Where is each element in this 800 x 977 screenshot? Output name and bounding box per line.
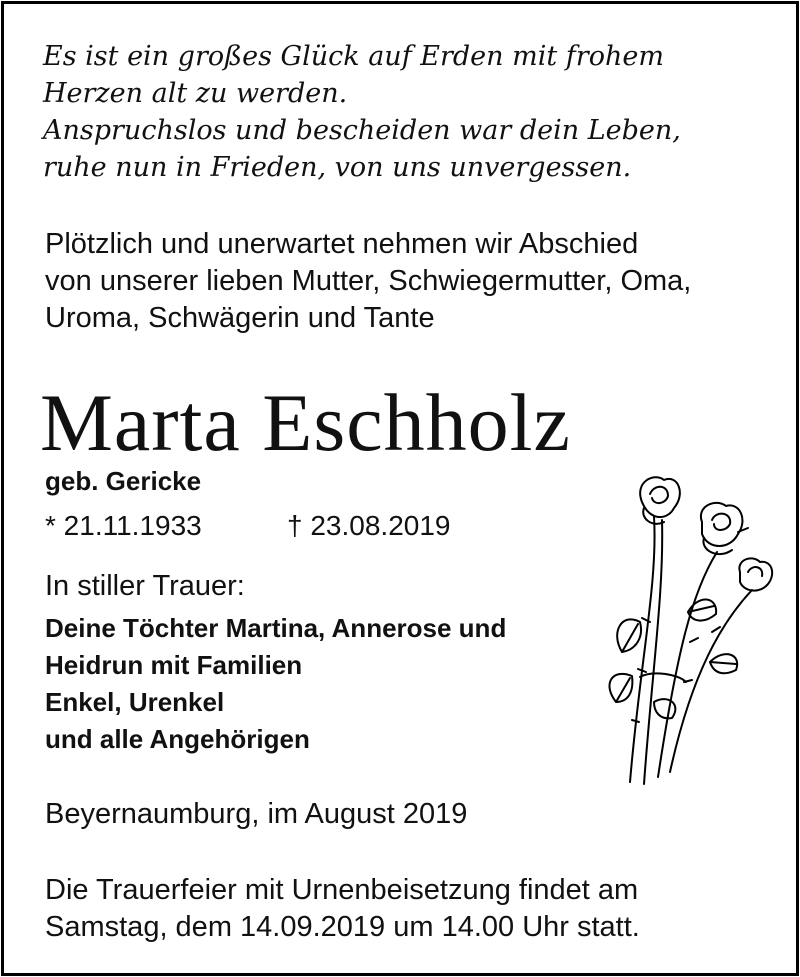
mourners-heading: In stiller Trauer: bbox=[45, 570, 245, 602]
death-date: † 23.08.2019 bbox=[287, 510, 451, 541]
poem-line: Es ist ein großes Glück auf Erden mit frohem bbox=[43, 41, 664, 72]
mourner-line: Heidrun mit Familien bbox=[45, 650, 303, 680]
intro-line: Plötzlich und unerwartet nehmen wir Abschied bbox=[45, 228, 639, 260]
poem-line: Anspruchslos und bescheiden war dein Leben, bbox=[43, 115, 681, 146]
place-date: Beyernaumburg, im August 2019 bbox=[45, 798, 468, 830]
mourner-line: Enkel, Urenkel bbox=[45, 687, 225, 717]
funeral-line: Samstag, dem 14.09.2019 um 14.00 Uhr statt. bbox=[45, 911, 640, 943]
poem-line: Herzen alt zu werden. bbox=[43, 78, 348, 109]
intro-line: von unserer lieben Mutter, Schwiegermutter, Oma, bbox=[45, 265, 692, 297]
mourners-list bbox=[45, 610, 506, 758]
roses-drawing-icon bbox=[592, 472, 782, 792]
poem-line: ruhe nun in Frieden, von uns unvergessen. bbox=[43, 152, 632, 183]
maiden-name: geb. Gericke bbox=[45, 466, 202, 496]
mourner-line: Deine Töchter Martina, Annerose und bbox=[45, 613, 507, 643]
birth-date: * 21.11.1933 bbox=[45, 510, 202, 541]
intro-text bbox=[45, 226, 691, 337]
deceased-name: Marta Eschholz bbox=[40, 377, 571, 468]
funeral-notice bbox=[45, 872, 640, 946]
intro-line: Uroma, Schwägerin und Tante bbox=[45, 302, 435, 334]
poem bbox=[43, 38, 681, 186]
funeral-line: Die Trauerfeier mit Urnenbeisetzung findet am bbox=[45, 874, 639, 906]
mourner-line: und alle Angehörigen bbox=[45, 724, 310, 754]
